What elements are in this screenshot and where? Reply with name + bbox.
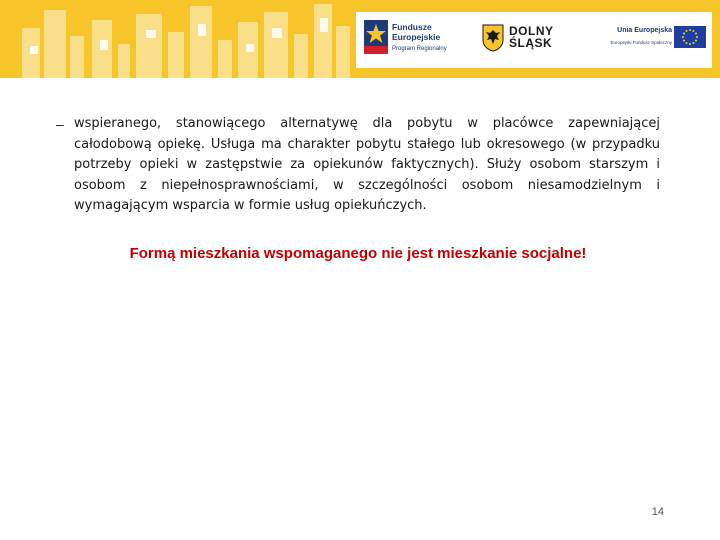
page-number: 14 [651, 506, 664, 518]
ds-logo-line1: DOLNY [509, 24, 554, 38]
ds-logo-line2: ŚLĄSK [509, 36, 553, 50]
ue-logo-line1: Unia Europejska [617, 27, 672, 34]
eu-flag-icon [674, 26, 706, 48]
header-band [0, 0, 720, 78]
bullet-text: wspieranego, stanowiącego alternatywę dla pobytu w placówce zapewniającej całodobową opiekę. Usługa ma charakter pobytu stałego lub okresowego (w przypadku potrzeby opieki w zastępstwie za opiekunów faktycznych). Służy osobom starszym i osobom z niepełnosprawnościami, w szczególności osobom niesamodzielnym i wymagającym wsparcia w formie usług opiekuńczych. [74, 116, 660, 213]
emphasis-statement: Formą mieszkania wspomaganego nie jest mieszkanie socjalne! [129, 245, 587, 262]
logo-strip [356, 12, 712, 68]
logo-dolny-slask [482, 22, 562, 58]
ue-logo-line2: Europejski Fundusz Społeczny [610, 40, 672, 45]
slide-content [56, 114, 660, 217]
logo-fundusze-europejskie [364, 20, 474, 60]
fe-logo-line2: Europejskie [392, 32, 441, 42]
dash-bullet-icon: – [56, 116, 64, 132]
fundusze-europejskie-star-icon [364, 20, 388, 54]
eagle-crest-icon [482, 24, 504, 52]
fe-logo-line3: Program Regionalny [392, 46, 447, 52]
logo-unia-europejska [594, 24, 710, 56]
bullet-item [56, 114, 660, 217]
fe-logo-line1: Fundusze [392, 22, 432, 32]
